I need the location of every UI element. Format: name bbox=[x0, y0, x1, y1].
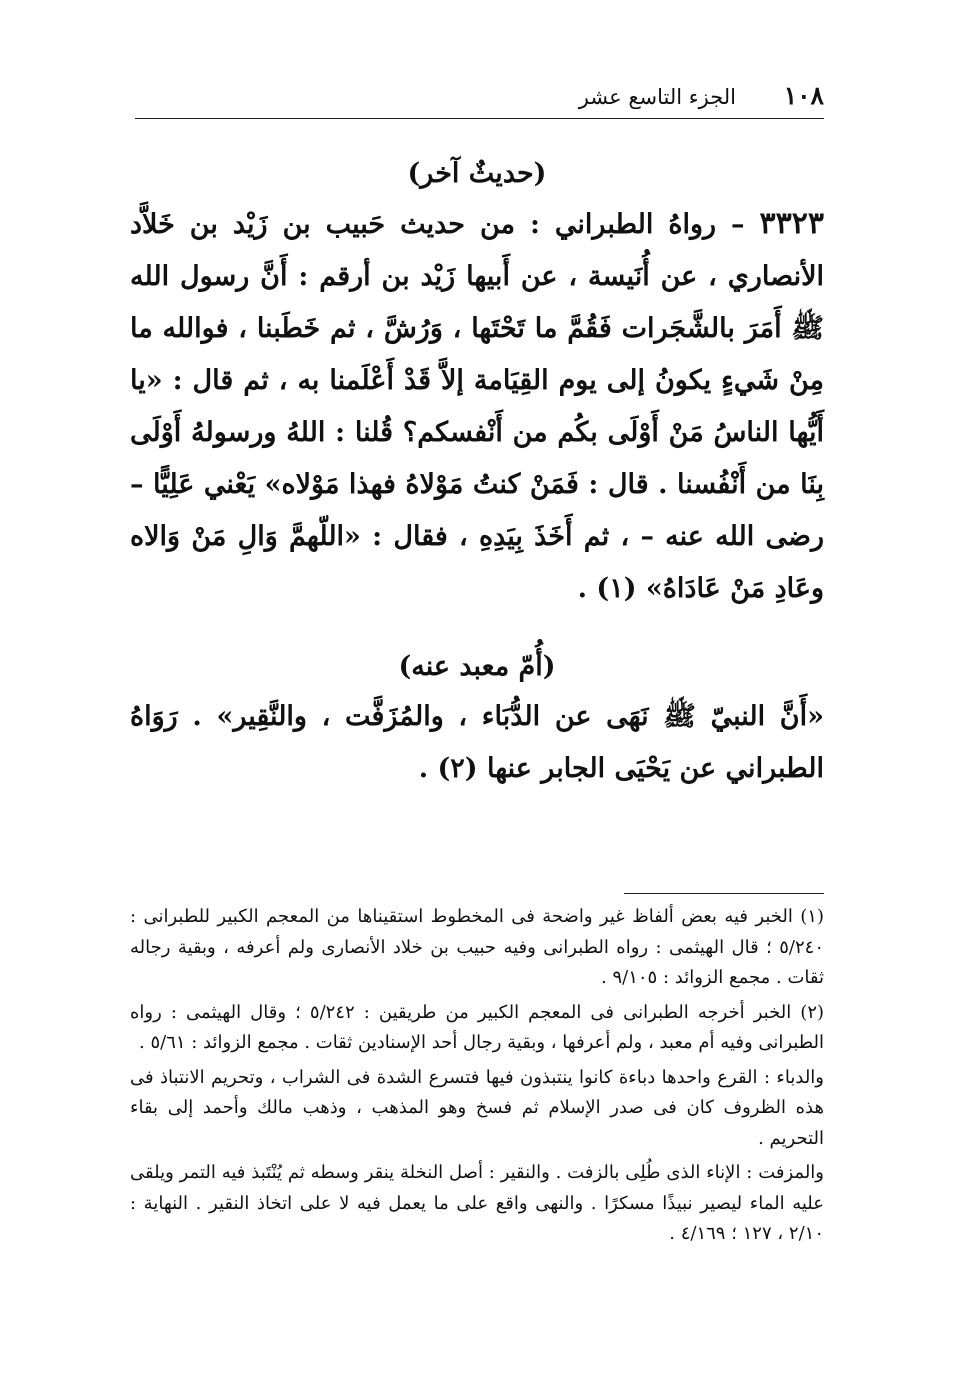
footnote-dubba: والدباء : القرع واحدها دباءة كانوا ينتبذون فيها فتسرع الشدة فى الشراب ، وتحريم الانتباذ فى هذه الظروف كان فى صدر الإسلام ثم فسخ وهو المذهب ، وذهب مالك وأحمد إلى بقاء التحريم . bbox=[130, 1066, 824, 1149]
hadith-text: – رواهُ الطبراني : من حديث حَبيب بن زَيْد بن خَلاَّد الأنصاري ، عن أُنَيسة ، عن أَبيها زَيْد بن أرقم : أَنَّ رسول الله ﷺ أَمَرَ بالشَّجَرات فَقُمَّ ما تَحْتَها ، وَرُشَّ ، ثم خَطَبنا ، فوالله ما مِنْ شَيءٍ يكونُ إلى يوم القِيَامة إلاَّ قَدْ أَعْلَمنا به ، ثم قال : «يا أَيُّها الناسُ مَنْ أَوْلَى بكُم من أَنْفسكم؟ قُلنا : اللهُ ورسولهُ أَوْلَى بِنَا من أَنْفُسنا . قال : فَمَنْ كنتُ مَوْلاهُ فهذا مَوْلاه» يَعْني عَلِيًّا – رضى الله عنه – ، ثم أَخَذَ بِيَدِهِ ، فقال : «اللّهمَّ وَالِ مَنْ وَالاه وعَادِ مَنْ عَادَاهُ» (١) . bbox=[130, 209, 825, 604]
page-number: ١٠٨ bbox=[783, 81, 824, 110]
section-heading-umm-mabad: (أُمّ معبد عنه) bbox=[398, 651, 556, 682]
hadith-paragraph bbox=[130, 198, 824, 615]
footnote-1: (١) الخبر فيه بعض ألفاظ غير واضحة فى المخطوط استقيناها من المعجم الكبير للطبرانى : ٥/٢٤٠ ؛ قال الهيثمى : رواه الطبرانى وفيه حبيب بن خلاد الأنصارى ولم أعرفه ، وبقية رجاله ثقات . مجمع الزوائد : ٩/١٠٥ . bbox=[130, 906, 824, 988]
footnote-muzaffat: والمزفت : الإناء الذى طُلِى بالزفت . والنقير : أصل النخلة ينقر وسطه ثم يُنْتَبذ فيه التمر ويلقى عليه الماء ليصير نبيذًا مسكرًا . والنهى واقع على ما يعمل فيه لا على اتخاذ النقير . النهاية : ٢/١٠ ، ١٢٧ ؛ ٤/١٦٩ . bbox=[130, 1162, 824, 1244]
footnotes bbox=[130, 893, 824, 1254]
page-header bbox=[135, 78, 824, 119]
section-heading-hadith: (حديثٌ آخر) bbox=[407, 158, 547, 189]
footnote-2: (٢) الخبر أخرجه الطبرانى فى المعجم الكبير من طريقين : ٥/٢٤٢ ؛ وقال الهيثمى : رواه الطبرانى وفيه أم معبد ، ولم أعرفها ، وبقية رجال أحد الإسنادين ثقات . مجمع الزوائد : ٥/٦١ . bbox=[130, 1001, 825, 1053]
running-title: الجزء التاسع عشر bbox=[578, 85, 736, 109]
hadith-number: ٣٣٢٣ bbox=[759, 206, 824, 241]
main-text bbox=[130, 150, 824, 795]
footnote-divider bbox=[624, 893, 824, 894]
umm-mabad-paragraph: «أَنَّ النبيّ ﷺ نَهَى عن الدُّبَاء ، والمُزَفَّت ، والنَّقِير» . رَوَاهُ الطبراني عن يَحْيَى الجابر عنها (٢) . bbox=[130, 701, 824, 784]
